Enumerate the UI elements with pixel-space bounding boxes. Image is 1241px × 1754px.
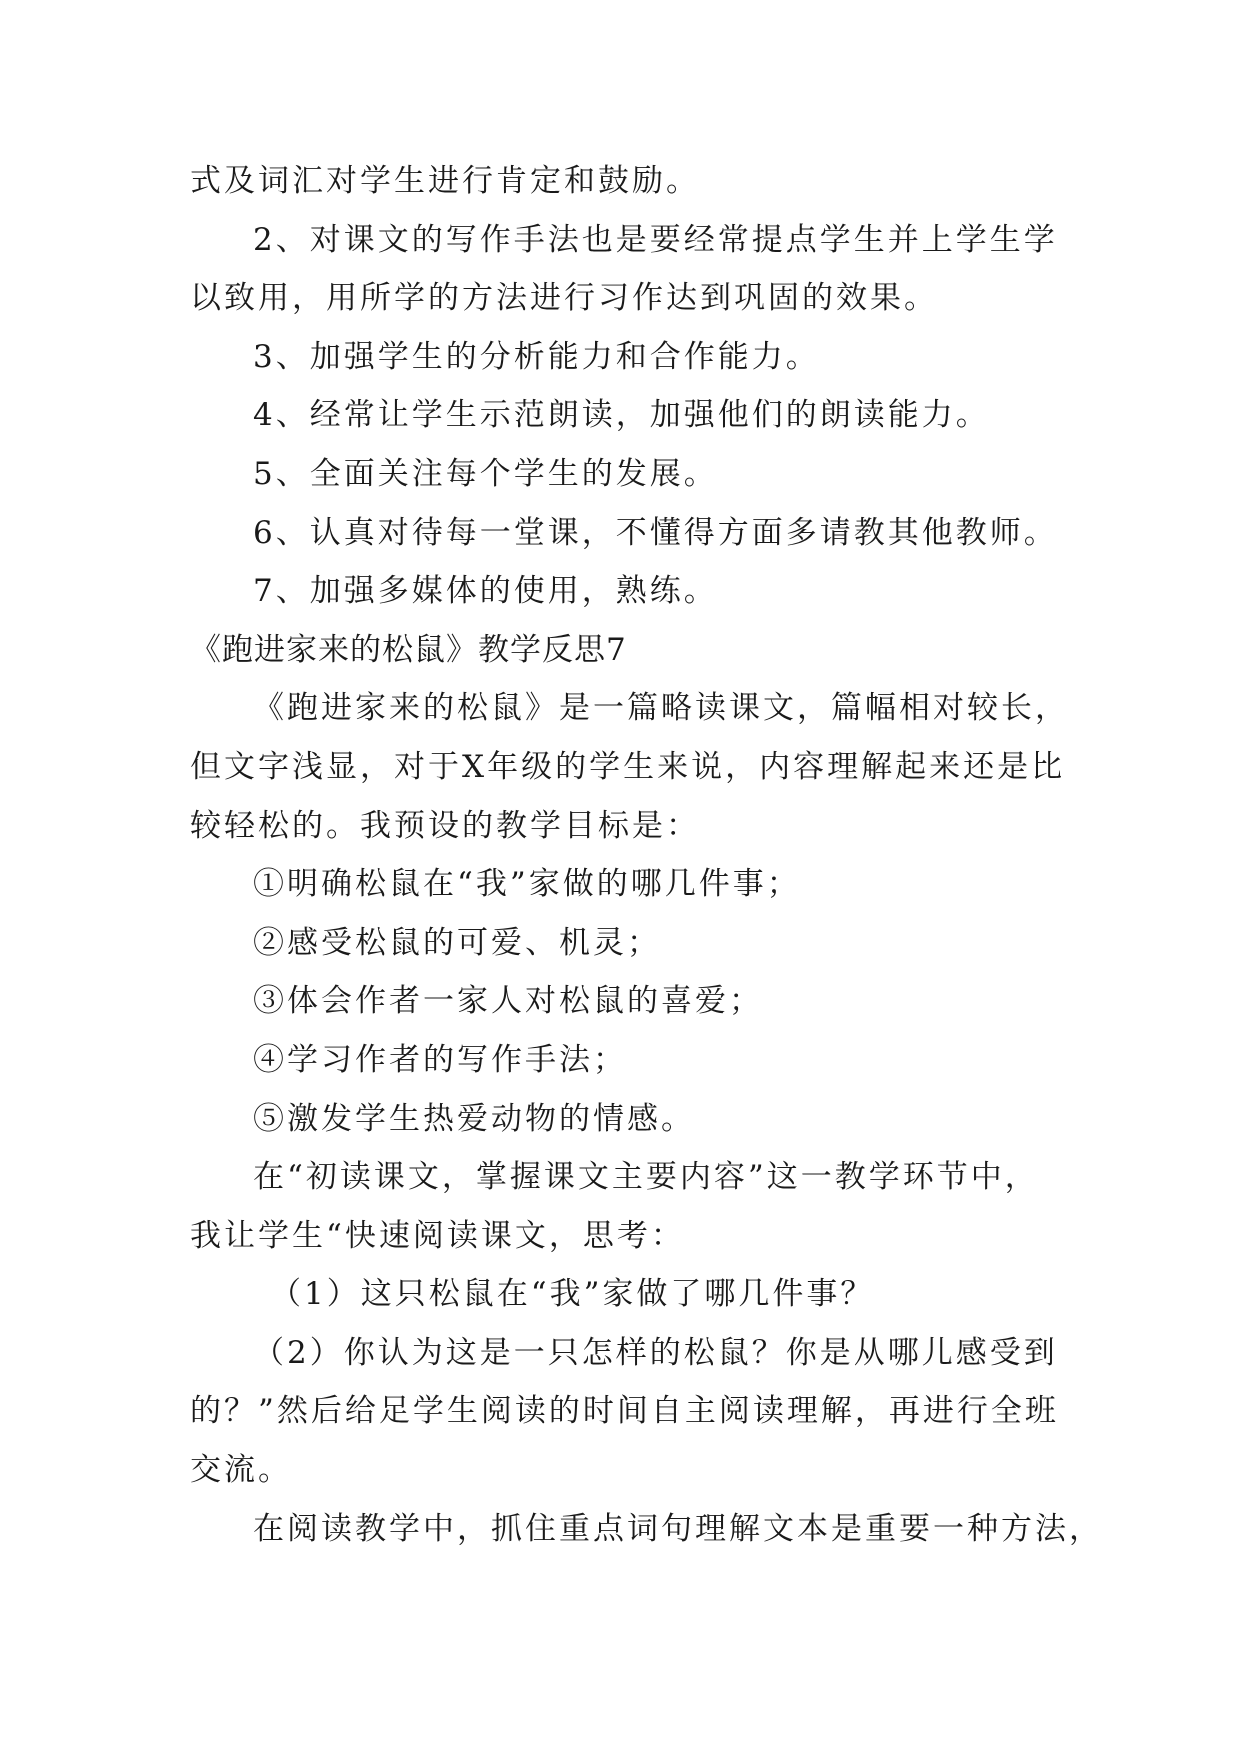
paragraph-line: 我让学生“快速阅读课文，思考： xyxy=(190,1217,685,1254)
paragraph-line: 在“初读课文，掌握课文主要内容”这一教学环节中， xyxy=(253,1159,1039,1196)
paragraph-line: 在阅读教学中，抓住重点词句理解文本是重要一种方法， xyxy=(253,1510,1103,1547)
paragraph-line: 2、对课文的写作手法也是要经常提点学生并上学生学 xyxy=(253,221,1058,258)
paragraph-line: 以致用，用所学的方法进行习作达到巩固的效果。 xyxy=(190,280,938,317)
document-body xyxy=(190,152,1103,1558)
list-item: ③体会作者一家人对松鼠的喜爱； xyxy=(253,983,763,1020)
question-line: （1）这只松鼠在“我”家做了哪几件事？ xyxy=(270,1276,875,1313)
question-line: （2）你认为这是一只怎样的松鼠？你是从哪儿感受到 xyxy=(253,1334,1058,1371)
list-item: ⑤激发学生热爱动物的情感。 xyxy=(253,1100,695,1137)
paragraph-line: 式及词汇对学生进行肯定和鼓励。 xyxy=(190,163,700,199)
paragraph-line: 7、加强多媒体的使用，熟练。 xyxy=(253,573,718,610)
paragraph-line: 4、经常让学生示范朗读，加强他们的朗读能力。 xyxy=(253,397,990,434)
paragraph-line: 交流。 xyxy=(190,1452,292,1489)
paragraph-line: 《跑进家来的松鼠》是一篇略读课文，篇幅相对较长， xyxy=(253,690,1069,727)
list-item: ①明确松鼠在“我”家做的哪几件事； xyxy=(253,866,801,903)
paragraph-line: 但文字浅显，对于X年级的学生来说，内容理解起来还是比 xyxy=(190,748,1066,785)
paragraph-line: 6、认真对待每一堂课，不懂得方面多请教其他教师。 xyxy=(253,514,1058,551)
list-item: ②感受松鼠的可爱、机灵； xyxy=(253,924,661,961)
paragraph-line: 3、加强学生的分析能力和合作能力。 xyxy=(253,338,820,375)
paragraph-line: 较轻松的。我预设的教学目标是： xyxy=(190,807,700,844)
list-item: ④学习作者的写作手法； xyxy=(253,1041,627,1078)
paragraph-line: 的？”然后给足学生阅读的时间自主阅读理解，再进行全班 xyxy=(190,1393,1059,1430)
section-heading: 《跑进家来的松鼠》教学反思7 xyxy=(190,631,627,668)
paragraph-line: 5、全面关注每个学生的发展。 xyxy=(253,455,718,492)
